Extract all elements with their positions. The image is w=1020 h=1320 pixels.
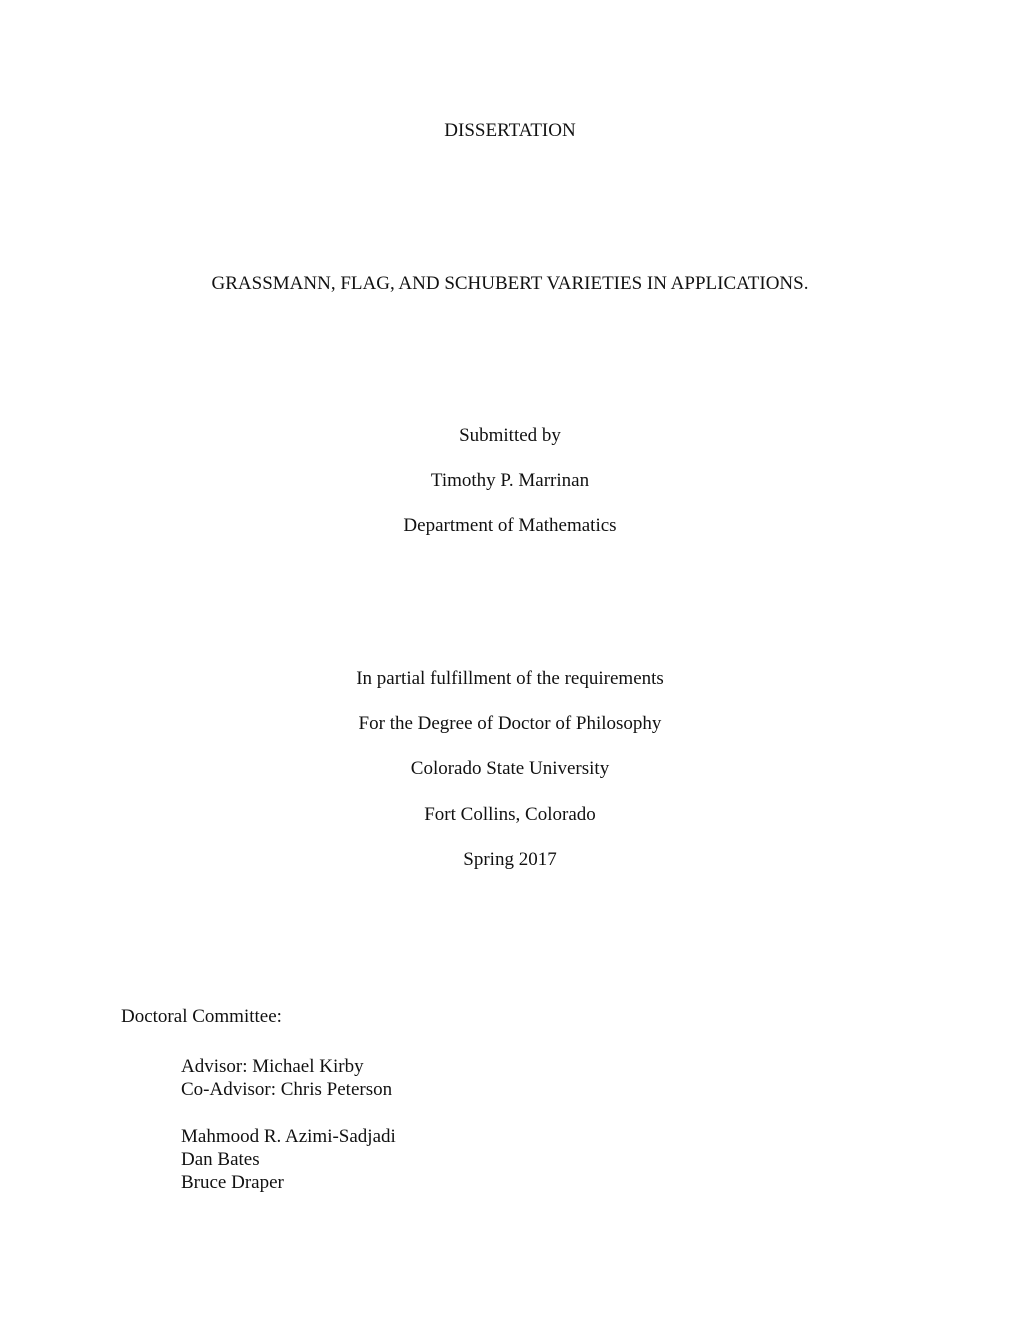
fulfillment-statement: In partial fulfillment of the requirements <box>356 668 664 689</box>
university-name: Colorado State University <box>410 758 610 779</box>
degree-statement: For the Degree of Doctor of Philosophy <box>358 713 662 734</box>
document-heading: DISSERTATION <box>444 120 576 141</box>
committee-co-advisor: Co-Advisor: Chris Peterson <box>181 1079 393 1100</box>
term: Spring 2017 <box>463 849 557 870</box>
location: Fort Collins, Colorado <box>424 804 596 825</box>
committee-member: Dan Bates <box>181 1149 260 1170</box>
committee-heading: Doctoral Committee: <box>121 1006 282 1027</box>
committee-advisor: Advisor: Michael Kirby <box>181 1056 364 1077</box>
department-name: Department of Mathematics <box>403 515 617 536</box>
submitted-by-label: Submitted by <box>459 425 561 446</box>
committee-member: Mahmood R. Azimi-Sadjadi <box>181 1126 396 1147</box>
dissertation-title: GRASSMANN, FLAG, AND SCHUBERT VARIETIES IN APPLICATIONS. <box>211 273 809 294</box>
author-name: Timothy P. Marrinan <box>430 470 590 491</box>
committee-member: Bruce Draper <box>181 1172 284 1193</box>
